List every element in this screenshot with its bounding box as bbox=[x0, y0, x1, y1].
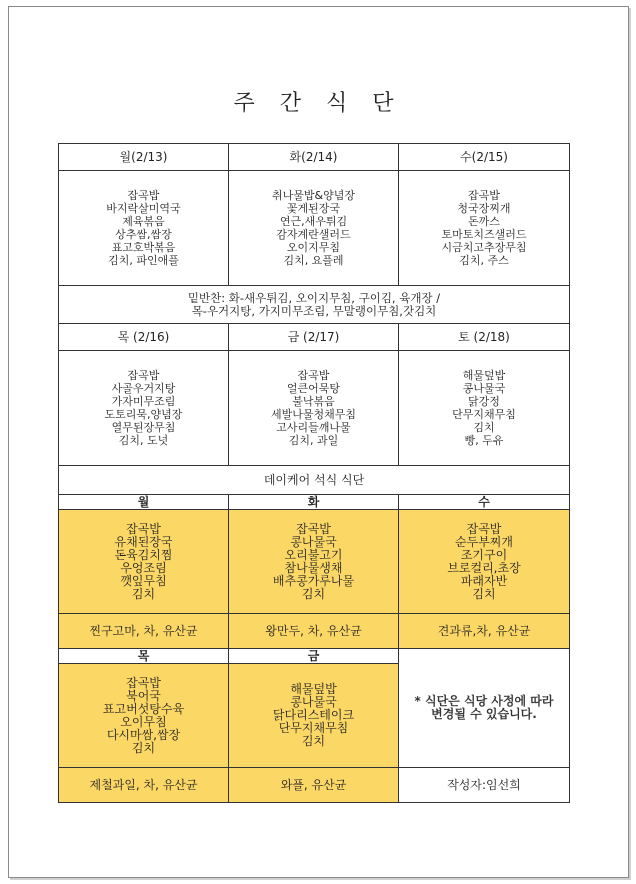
day-header-fri: 금 (2/17) bbox=[229, 324, 399, 351]
note-line-2: 변경될 수 있습니다. bbox=[431, 707, 537, 721]
menu-item: 시금치고추장무침 bbox=[441, 241, 527, 254]
day-header-mon: 월(2/13) bbox=[59, 144, 229, 171]
menu-item: 참나물생채 bbox=[284, 560, 343, 575]
menu-item: 바지락살미역국 bbox=[106, 202, 181, 215]
menu-item: 잡곡밥 bbox=[468, 189, 500, 202]
menu-item: 토마토치즈샐러드 bbox=[441, 228, 527, 241]
daycare-menu-mon bbox=[59, 510, 229, 614]
menu-item: 단무지채무침 bbox=[278, 721, 349, 735]
menu-item: 잡곡밥 bbox=[126, 675, 161, 690]
menu-item: 닭강정 bbox=[468, 395, 500, 408]
daycare-day-wed: 수 bbox=[399, 495, 570, 510]
menu-item: 해물덮밥 bbox=[462, 369, 506, 382]
menu-item: 김치 bbox=[131, 586, 156, 601]
menu-sat bbox=[399, 351, 570, 466]
daycare-snack-mon: 찐구고마, 차, 유산균 bbox=[59, 614, 229, 649]
menu-item: 표고호박볶음 bbox=[111, 241, 176, 254]
day-header-tue: 화(2/14) bbox=[229, 144, 399, 171]
menu-item: 김치, 파인애플 bbox=[108, 254, 179, 267]
menu-item: 감자계란샐러드 bbox=[276, 228, 351, 241]
menu-item: 빵, 두유 bbox=[464, 434, 504, 447]
menu-item: 브로컬리,초장 bbox=[447, 560, 521, 575]
menu-fri bbox=[229, 351, 399, 466]
menu-item: 잡곡밥 bbox=[127, 369, 160, 382]
menu-item: 상추쌈,쌈장 bbox=[115, 228, 172, 241]
menu-item: 연근,새우튀김 bbox=[279, 215, 348, 228]
daycare-day-tue: 화 bbox=[229, 495, 399, 510]
menu-item: 가자미무조림 bbox=[111, 395, 176, 408]
daycare-menu-thu bbox=[59, 664, 229, 768]
menu-item: 콩나물국 bbox=[290, 534, 337, 549]
menu-item: 오이무침 bbox=[120, 714, 167, 729]
menu-item: 김치 bbox=[301, 586, 326, 601]
menu-item: 돈까스 bbox=[468, 215, 500, 228]
menu-item: 오이지무침 bbox=[286, 241, 341, 254]
menu-thu bbox=[59, 351, 229, 466]
side-dish-line-1: 밑반찬: 화-새우튀김, 오이지무침, 구이김, 육개장 / bbox=[187, 290, 441, 305]
menu-item: 잡곡밥 bbox=[126, 521, 161, 536]
menu-item: 잡곡밥 bbox=[296, 521, 331, 536]
menu-item: 김치 bbox=[473, 421, 495, 434]
menu-item: 김치 bbox=[301, 734, 326, 748]
menu-item: 얼큰어묵탕 bbox=[286, 382, 341, 395]
daycare-menu-wed bbox=[399, 510, 570, 614]
menu-item: 김치, 주스 bbox=[459, 254, 509, 267]
menu-item: 취나물밥&양념장 bbox=[272, 189, 355, 202]
daycare-snack-thu: 제철과일, 차, 유산균 bbox=[59, 768, 229, 803]
day-header-thu: 목 (2/16) bbox=[59, 324, 229, 351]
menu-item: 잡곡밥 bbox=[297, 369, 330, 382]
menu-item: 파래자반 bbox=[460, 573, 508, 588]
menu-tue bbox=[229, 171, 399, 286]
menu-wed bbox=[399, 171, 570, 286]
daycare-snack-fri: 와플, 유산균 bbox=[229, 768, 399, 803]
side-dish-row bbox=[59, 286, 570, 324]
daycare-day-mon: 월 bbox=[59, 495, 229, 510]
menu-item: 고사리들깨나물 bbox=[276, 421, 351, 434]
menu-item: 배추콩가루나물 bbox=[272, 573, 355, 588]
weekly-menu-table bbox=[58, 143, 570, 803]
daycare-snack-wed: 견과류,차, 유산균 bbox=[399, 614, 570, 649]
menu-item: 김치, 과일 bbox=[288, 434, 339, 447]
menu-item: 닭다리스테이크 bbox=[272, 708, 355, 722]
menu-item: 김치, 요플레 bbox=[283, 254, 344, 267]
author-credit: 작성자:임선희 bbox=[399, 768, 570, 803]
menu-item: 북어국 bbox=[126, 688, 161, 703]
menu-item: 돈육김치찜 bbox=[114, 547, 173, 562]
menu-item: 제육볶음 bbox=[122, 215, 165, 228]
menu-item: 표고버섯탕수육 bbox=[102, 701, 185, 716]
menu-item: 도토리묵,양념장 bbox=[104, 408, 183, 421]
side-dish-line-2: 목-우거지탕, 가지미무조림, 무말랭이무침,갓김치 bbox=[191, 303, 437, 318]
menu-item: 청국장찌개 bbox=[457, 202, 511, 215]
note-line-1: * 식단은 식당 사정에 따라 bbox=[414, 694, 554, 708]
menu-item: 불낙볶음 bbox=[292, 395, 335, 408]
menu-item: 순두부찌개 bbox=[455, 534, 513, 549]
menu-item: 콩나물국 bbox=[290, 695, 337, 709]
daycare-day-thu: 목 bbox=[59, 649, 229, 664]
menu-item: 다시마쌈,쌈장 bbox=[106, 727, 181, 742]
menu-item: 콩나물국 bbox=[462, 382, 506, 395]
page-title: 주 간 식 단 bbox=[233, 91, 403, 116]
menu-item: 김치, 도넛 bbox=[118, 434, 169, 447]
menu-item: 잡곡밥 bbox=[466, 521, 502, 536]
daycare-title: 데이케어 석식 식단 bbox=[59, 466, 570, 495]
menu-mon bbox=[59, 171, 229, 286]
menu-item: 오리불고기 bbox=[284, 547, 343, 562]
menu-item: 세발나물청채무침 bbox=[270, 408, 356, 421]
menu-item: 깻잎무침 bbox=[120, 573, 167, 588]
daycare-menu-fri bbox=[229, 664, 399, 768]
daycare-day-fri: 금 bbox=[229, 649, 399, 664]
menu-item: 꽃게된장국 bbox=[286, 202, 341, 215]
menu-item: 조기구이 bbox=[460, 547, 508, 562]
daycare-menu-tue bbox=[229, 510, 399, 614]
menu-item: 열무된장무침 bbox=[111, 421, 176, 434]
menu-item: 잡곡밥 bbox=[127, 189, 160, 202]
day-header-sat: 토 (2/18) bbox=[399, 324, 570, 351]
menu-item: 단무지채무침 bbox=[452, 408, 516, 421]
menu-item: 김치 bbox=[472, 586, 496, 601]
menu-item: 김치 bbox=[131, 740, 156, 755]
menu-item: 유채된장국 bbox=[114, 534, 173, 549]
menu-item: 우엉조림 bbox=[120, 560, 167, 575]
daycare-snack-tue: 왕만두, 차, 유산균 bbox=[229, 614, 399, 649]
day-header-wed: 수(2/15) bbox=[399, 144, 570, 171]
menu-change-note bbox=[399, 649, 570, 768]
menu-item: 해물덮밥 bbox=[290, 682, 337, 696]
menu-item: 사골우거지탕 bbox=[111, 382, 176, 395]
